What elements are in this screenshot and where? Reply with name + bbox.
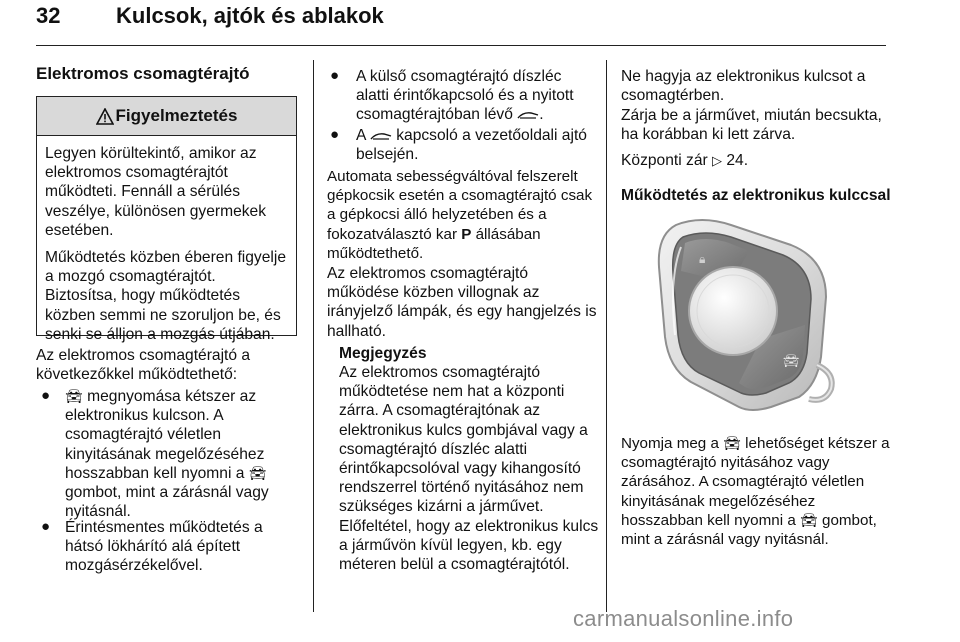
electronic-key-subheading: Működtetés az elektronikus kulccsal: [621, 187, 891, 204]
automatic-transmission-paragraph: Automata sebességváltóval felszerelt gépkocsik esetén a csomagtérajtó csak a gépkocsi álló helyzetében és a fokozatválasztó kar P állásában működtethető.: [327, 168, 593, 262]
bullet-1-text: 🚘︎ megnyomása kétszer az elektronikus kulcson. A csomagtérajtó véletlen kinyitásának megelőzéséhez hosszabban kell nyomni a 🚘︎ gombot, mint a zárásnál vagy nyitásnál.: [65, 388, 269, 521]
intro-paragraph: Az elektromos csomagtérajtó a következőkkel működtethető:: [36, 347, 251, 384]
column-divider-1: [313, 60, 314, 612]
bullet-3-text: A külső csomagtérajtó díszléc alatti érintőkapcsoló és a nyitott csomagtérajtóban lévő .: [356, 68, 574, 124]
watermark: carmanualsonline.info: [573, 606, 794, 631]
trunk-icon: 🚘︎: [65, 388, 83, 404]
bullet-dot: ●: [330, 126, 340, 143]
section-title: Elektromos csomagtérajtó: [36, 64, 250, 83]
note-body: Az elektromos csomagtérajtó működtetése nem hat a központi zárra. A csomagtérajtónak az elektronikus kulcs gombjával vagy a csomagtérajtó díszléc alatti érintőkapcsolóval vagy kihangosító rendszerrel történő nyitásához nem szükséges kizárni a járművet. Előfeltétel, hogy az elektronikus kulcs a járművön kívül legyen, kb. egy méteren belül a csomagtérajtótól.: [339, 364, 599, 574]
trunk-icon: 🚘︎: [723, 435, 741, 451]
chapter-title: Kulcsok, ajtók és ablakok: [116, 3, 384, 28]
signal-paragraph: Az elektromos csomagtérajtó működése közben villognak az irányjelző lámpák, és egy hangjelzés is hallható.: [327, 265, 597, 340]
reference-arrow-icon: ▷: [712, 153, 723, 168]
column3-paragraph-2: Zárja be a járművet, miután becsukta, ha korábban ki lett zárva.: [621, 107, 882, 144]
svg-text:🚘︎: 🚘︎: [783, 354, 800, 369]
key-fob-figure: [621, 207, 885, 419]
warning-title: Figyelmeztetés: [115, 106, 238, 125]
column3-paragraph-3: Nyomja meg a 🚘︎ lehetőséget kétszer a csomagtérajtó nyitásához vagy zárásához. A csomagtérajtó véletlen kinyitásának megelőzéséhez hosszabban kell nyomni a 🚘︎ gombot, mint a zárásnál vagy nyitásnál.: [621, 435, 890, 549]
bullet-2-text: Érintésmentes működtetés a hátsó lökhárító alá épített mozgásérzékelővel.: [65, 519, 263, 575]
note-title: Megjegyzés: [339, 345, 427, 362]
warning-header: [37, 97, 296, 136]
warning-paragraph-2: Működtetés közben éberen figyelje a mozgó csomagtérajtót. Biztosítsa, hogy működtetés közben semmi ne szoruljon be, és senki se álljon a mozgás útjában.: [45, 249, 286, 343]
trunk-icon: 🚘︎: [248, 464, 267, 481]
tailgate-switch-icon: [517, 110, 539, 120]
column3-paragraph-1: Ne hagyja az elektronikus kulcsot a csomagtérben.: [621, 68, 866, 105]
header-rule: [36, 45, 886, 46]
svg-text:🔒︎: 🔒︎: [699, 252, 706, 266]
bullet-dot: ●: [330, 67, 340, 84]
column-divider-2: [606, 60, 607, 612]
warning-paragraph-1: Legyen körültekintő, amikor az elektromos csomagtérajtót működteti. Fennáll a sérülés veszélye, különösen gyermekek esetében.: [45, 145, 267, 239]
bullet-dot: ●: [41, 518, 51, 535]
bullet-dot: ●: [41, 387, 51, 404]
warning-box: [36, 96, 297, 343]
bullet-4-text: A kapcsoló a vezetőoldali ajtó belsején.: [356, 127, 587, 164]
warning-triangle-icon: [96, 108, 114, 125]
trunk-icon: 🚘︎: [800, 511, 818, 528]
tailgate-switch-icon: [370, 131, 392, 141]
page-number: 32: [36, 3, 61, 28]
central-lock-reference: Központi zár ▷ 24.: [621, 152, 749, 169]
